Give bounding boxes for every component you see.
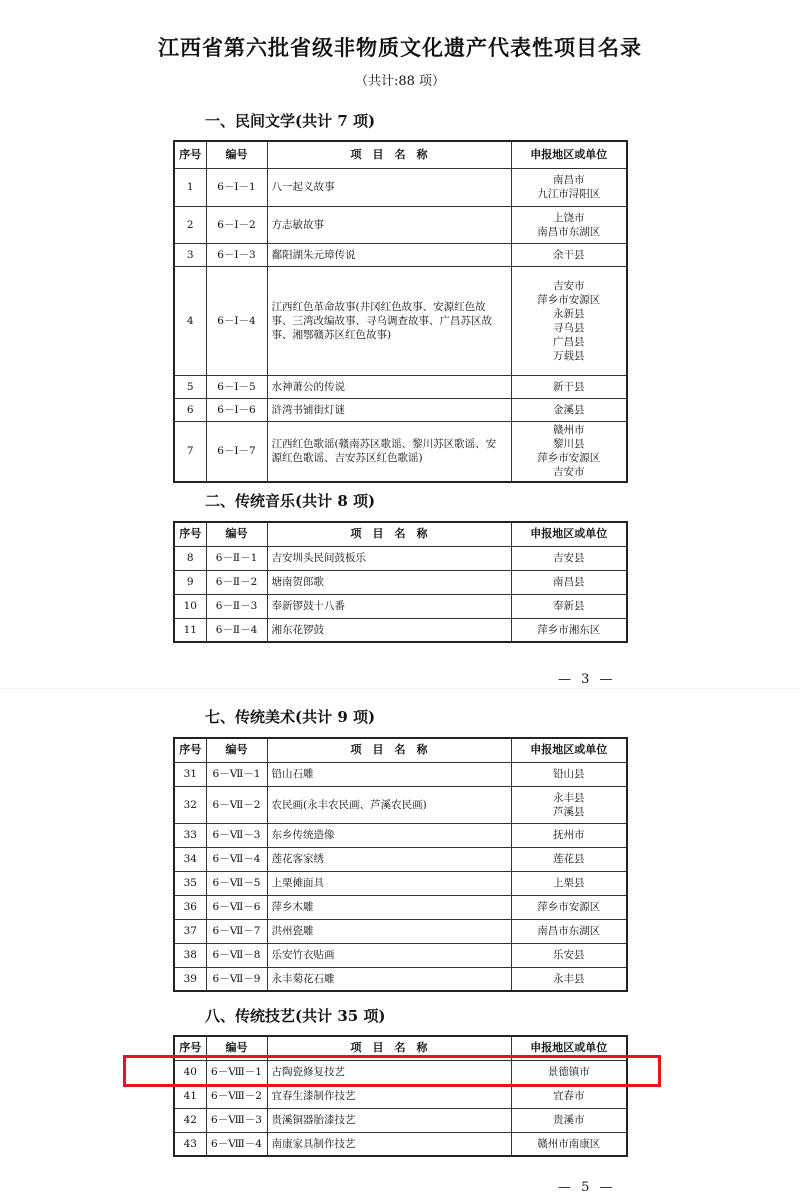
- table-row: [174, 206, 627, 243]
- region-line: 乐安县: [553, 949, 585, 961]
- cell-num: 5: [174, 375, 206, 398]
- cell-region: [511, 168, 627, 206]
- cell-region: [511, 967, 627, 991]
- cell-num: 42: [174, 1108, 206, 1132]
- region-line: 南昌市东湖区: [537, 925, 601, 937]
- cell-region: [511, 594, 627, 618]
- region-line: 萍乡市安源区: [537, 901, 601, 913]
- page-title: 江西省第六批省级非物质文化遗产代表性项目名录: [158, 35, 642, 60]
- cell-code: 6－Ⅱ－3: [206, 594, 267, 618]
- region-line: 萍乡市湘东区: [537, 623, 601, 636]
- cell-code: 6－Ⅶ－7: [206, 919, 267, 943]
- cell-num: 33: [174, 823, 206, 847]
- cell-name: 乐安竹衣贴画: [267, 943, 511, 967]
- cell-region: [511, 1084, 627, 1108]
- cell-name: 湘东花锣鼓: [267, 618, 511, 642]
- cell-num: 10: [174, 594, 206, 618]
- highlight-box: [123, 1055, 661, 1087]
- table-row: [174, 421, 627, 482]
- cell-name: 莲花客家绣: [267, 847, 511, 871]
- region-line: 奉新县: [553, 600, 585, 612]
- section-heading-folk-literature: 一、民间文学(共计 7 项): [205, 112, 376, 130]
- cell-code: 6－Ⅰ－2: [206, 206, 267, 243]
- cell-region: [511, 421, 627, 482]
- cell-code: 6－Ⅶ－2: [206, 786, 267, 823]
- cell-name: 铅山石雕: [267, 762, 511, 786]
- region-line: 景德镇市: [547, 1066, 590, 1078]
- region-line: 新干县: [553, 380, 585, 393]
- cell-num: 37: [174, 919, 206, 943]
- cell-num: 34: [174, 847, 206, 871]
- cell-num: 31: [174, 762, 206, 786]
- cell-region: [511, 895, 627, 919]
- cell-region: [511, 1108, 627, 1132]
- table-row: [174, 594, 627, 618]
- cell-code: 6－Ⅷ－3: [206, 1108, 267, 1132]
- table-traditional-music: [173, 521, 628, 643]
- cell-num: 11: [174, 618, 206, 642]
- region-line: 南昌县: [553, 576, 585, 588]
- header-name: 项 目 名 称: [267, 141, 511, 168]
- cell-name: 东乡传统造像: [267, 823, 511, 847]
- region-line: 九江市浔阳区: [537, 188, 601, 200]
- region-line: 南昌市东湖区: [537, 225, 601, 238]
- cell-num: 9: [174, 570, 206, 594]
- table-traditional-art: [173, 737, 628, 992]
- header-name: 项 目 名 称: [267, 1036, 511, 1060]
- cell-num: 3: [174, 243, 206, 266]
- section-heading-traditional-craft: 八、传统技艺(共计 35 项): [205, 1007, 386, 1025]
- table-row: [174, 168, 627, 206]
- cell-region: [511, 943, 627, 967]
- cell-num: 36: [174, 895, 206, 919]
- cell-region: [511, 786, 627, 823]
- cell-region: [511, 266, 627, 375]
- cell-name: 宜春生漆制作技艺: [267, 1084, 511, 1108]
- header-region: 申报地区或单位: [511, 522, 627, 546]
- header-region: 申报地区或单位: [511, 1036, 627, 1060]
- region-line: 上栗县: [553, 877, 585, 889]
- cell-name: 萍乡木雕: [267, 895, 511, 919]
- cell-num: 35: [174, 871, 206, 895]
- cell-region: [511, 243, 627, 266]
- region-line: 吉安市: [553, 466, 585, 479]
- cell-region: [511, 398, 627, 421]
- cell-name: 浒湾书铺街灯谜: [267, 398, 511, 421]
- cell-code: 6－Ⅶ－8: [206, 943, 267, 967]
- cell-code: 6－Ⅱ－2: [206, 570, 267, 594]
- page-number-5: — 5 —: [558, 1180, 616, 1195]
- cell-name: 江西红色歌谣(赣南苏区歌谣、黎川苏区歌谣、安源红色歌谣、吉安苏区红色歌谣): [267, 421, 511, 482]
- table-row: [174, 1108, 627, 1132]
- table-row: [174, 919, 627, 943]
- header-code: 编号: [206, 141, 267, 168]
- cell-region: [511, 1132, 627, 1156]
- region-line: 万载县: [553, 349, 585, 362]
- cell-name: 永丰菊花石雕: [267, 967, 511, 991]
- cell-num: 43: [174, 1132, 206, 1156]
- cell-code: 6－Ⅱ－4: [206, 618, 267, 642]
- cell-region: [511, 206, 627, 243]
- cell-name: 上栗傩面具: [267, 871, 511, 895]
- table-row: [174, 570, 627, 594]
- header-num: 序号: [174, 738, 206, 762]
- cell-code: 6－Ⅶ－1: [206, 762, 267, 786]
- cell-region: [511, 823, 627, 847]
- cell-num: 4: [174, 266, 206, 375]
- table-traditional-craft: [173, 1035, 628, 1157]
- cell-code: 6－Ⅰ－1: [206, 168, 267, 206]
- cell-code: 6－Ⅰ－3: [206, 243, 267, 266]
- header-code: 编号: [206, 522, 267, 546]
- region-line: 赣州市: [553, 424, 585, 437]
- table-row: [174, 1084, 627, 1108]
- table-row: [174, 546, 627, 570]
- cell-region: [511, 618, 627, 642]
- cell-code: 6－Ⅰ－7: [206, 421, 267, 482]
- cell-name: 农民画(永丰农民画、芦溪农民画): [267, 786, 511, 823]
- cell-code: 6－Ⅶ－4: [206, 847, 267, 871]
- cell-code: 6－Ⅰ－5: [206, 375, 267, 398]
- cell-code: 6－Ⅷ－2: [206, 1084, 267, 1108]
- header-code: 编号: [206, 1036, 267, 1060]
- cell-num: 2: [174, 206, 206, 243]
- region-line: 永丰县: [553, 972, 585, 985]
- cell-num: 32: [174, 786, 206, 823]
- cell-region: [511, 570, 627, 594]
- cell-name: 塘南贺郎歌: [267, 570, 511, 594]
- table-row: [174, 398, 627, 421]
- header-name: 项 目 名 称: [267, 522, 511, 546]
- cell-code: 6－Ⅷ－1: [206, 1060, 267, 1084]
- cell-num: 39: [174, 967, 206, 991]
- table-row: [174, 375, 627, 398]
- cell-code: 6－Ⅰ－4: [206, 266, 267, 375]
- region-line: 永新县: [553, 307, 585, 320]
- region-line: 寻乌县: [553, 321, 585, 334]
- region-line: 上饶市: [553, 211, 585, 224]
- cell-code: 6－Ⅱ－1: [206, 546, 267, 570]
- page-divider: [0, 688, 800, 689]
- cell-num: 7: [174, 421, 206, 482]
- table-row: [174, 266, 627, 375]
- cell-num: 8: [174, 546, 206, 570]
- table-row: [174, 618, 627, 642]
- region-line: 广昌县: [553, 335, 585, 348]
- header-num: 序号: [174, 1036, 206, 1060]
- cell-name: 方志敏故事: [267, 206, 511, 243]
- cell-name: 鄱阳湖朱元璋传说: [267, 243, 511, 266]
- page-number-3: — 3 —: [558, 672, 616, 687]
- header-num: 序号: [174, 141, 206, 168]
- cell-num: 1: [174, 168, 206, 206]
- region-line: 萍乡市安源区: [537, 293, 601, 306]
- table-row: [174, 786, 627, 823]
- cell-code: 6－Ⅷ－4: [206, 1132, 267, 1156]
- table-row: [174, 871, 627, 895]
- cell-code: 6－Ⅶ－9: [206, 967, 267, 991]
- cell-name: 水神萧公的传说: [267, 375, 511, 398]
- page-subtitle: （共计:88 项）: [354, 74, 446, 89]
- region-line: 贵溪市: [553, 1114, 585, 1126]
- region-line: 赣州市南康区: [537, 1137, 601, 1150]
- header-num: 序号: [174, 522, 206, 546]
- cell-region: [511, 375, 627, 398]
- region-line: 芦溪县: [553, 805, 585, 818]
- region-line: 黎川县: [553, 438, 585, 451]
- table-folk-literature: [173, 140, 628, 483]
- region-line: 金溪县: [553, 403, 585, 416]
- cell-region: [511, 847, 627, 871]
- cell-name: 贵溪铜器胎漆技艺: [267, 1108, 511, 1132]
- cell-name: 吉安圳头民间鼓板乐: [267, 546, 511, 570]
- cell-region: [511, 919, 627, 943]
- cell-region: [511, 762, 627, 786]
- header-region: 申报地区或单位: [511, 141, 627, 168]
- table-row: [174, 943, 627, 967]
- cell-code: 6－Ⅶ－3: [206, 823, 267, 847]
- table-row: [174, 847, 627, 871]
- table-row: [174, 1132, 627, 1156]
- cell-region: [511, 871, 627, 895]
- cell-name: 奉新锣鼓十八番: [267, 594, 511, 618]
- cell-num: 41: [174, 1084, 206, 1108]
- cell-name: 洪州瓷雕: [267, 919, 511, 943]
- header-code: 编号: [206, 738, 267, 762]
- region-line: 莲花县: [553, 853, 585, 865]
- cell-name: 八一起义故事: [267, 168, 511, 206]
- cell-name: 南康家具制作技艺: [267, 1132, 511, 1156]
- cell-num: 38: [174, 943, 206, 967]
- region-line: 萍乡市安源区: [537, 452, 601, 465]
- cell-region: [511, 546, 627, 570]
- region-line: 余干县: [553, 248, 585, 261]
- table-row: [174, 243, 627, 266]
- table-row: [174, 762, 627, 786]
- region-line: 抚州市: [553, 829, 585, 841]
- cell-code: 6－Ⅶ－6: [206, 895, 267, 919]
- cell-code: 6－Ⅶ－5: [206, 871, 267, 895]
- region-line: 吉安县: [553, 552, 585, 564]
- cell-num: 40: [174, 1060, 206, 1084]
- table-row: [174, 895, 627, 919]
- cell-name: 江西红色革命故事(井冈红色故事、安源红色故事、三湾改编故事、寻乌调查故事、广昌苏区故事、湘鄂赣苏区红色故事): [267, 266, 511, 375]
- region-line: 宜春市: [553, 1090, 585, 1102]
- region-line: 吉安市: [553, 279, 585, 292]
- cell-name: 古陶瓷修复技艺: [267, 1060, 511, 1084]
- table-row: [174, 823, 627, 847]
- cell-code: 6－Ⅰ－6: [206, 398, 267, 421]
- region-line: 南昌市: [553, 174, 585, 186]
- section-heading-traditional-art: 七、传统美术(共计 9 项): [205, 708, 376, 726]
- header-region: 申报地区或单位: [511, 738, 627, 762]
- cell-num: 6: [174, 398, 206, 421]
- section-heading-traditional-music: 二、传统音乐(共计 8 项): [205, 492, 376, 510]
- region-line: 永丰县: [553, 791, 585, 804]
- region-line: 铅山县: [553, 768, 585, 780]
- table-row: [174, 967, 627, 991]
- header-name: 项 目 名 称: [267, 738, 511, 762]
